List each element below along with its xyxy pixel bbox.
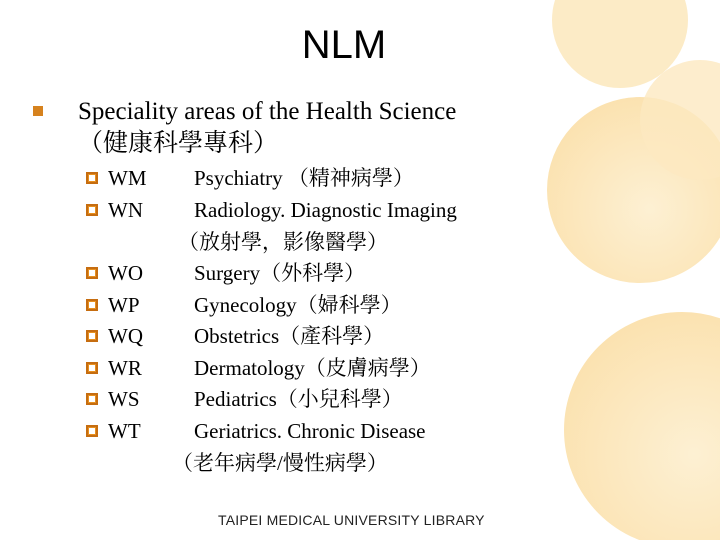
circle-bottom-right <box>562 310 720 540</box>
circle-large <box>545 95 720 285</box>
class-code: WS <box>108 387 140 411</box>
circle-right <box>640 60 720 180</box>
class-code: WQ <box>108 324 143 348</box>
class-description: Geriatrics. Chronic Disease <box>194 419 426 443</box>
footer-library-name: TAIPEI MEDICAL UNIVERSITY LIBRARY <box>218 512 485 528</box>
main-bullet-line2: （健康科學專科） <box>78 130 279 157</box>
class-code: WR <box>108 356 142 380</box>
square-bullet-icon <box>86 330 98 342</box>
class-code: WM <box>108 166 147 190</box>
slide-title: NLM <box>301 23 387 67</box>
square-bullet-icon <box>86 267 98 279</box>
class-description: Gynecology（婦科學） <box>194 293 402 317</box>
class-description: Surgery（外科學） <box>194 261 366 285</box>
square-bullet-icon <box>86 204 98 216</box>
class-description: Obstetrics（產科學） <box>194 324 385 348</box>
square-bullet-icon <box>86 172 98 184</box>
main-bullet-text <box>78 96 548 160</box>
square-bullet-icon <box>86 425 98 437</box>
square-bullet-icon <box>86 393 98 405</box>
class-description: Psychiatry （精神病學） <box>194 166 414 190</box>
class-description: Radiology. Diagnostic Imaging <box>194 198 457 222</box>
class-code: WO <box>108 261 143 285</box>
square-bullet-icon <box>86 299 98 311</box>
wn-continuation: （放射學，影像醫學） <box>178 230 388 254</box>
square-bullet-icon <box>86 362 98 374</box>
wt-continuation: （老年病學/慢性病學） <box>172 451 388 475</box>
class-description: Dermatology（皮膚病學） <box>194 356 431 380</box>
class-code: WN <box>108 198 143 222</box>
class-description: Pediatrics（小兒科學） <box>194 387 403 411</box>
main-bullet-line1: Speciality areas of the Health Science <box>78 98 457 125</box>
main-bullet-icon <box>33 106 43 116</box>
class-code: WP <box>108 293 140 317</box>
class-code: WT <box>108 419 141 443</box>
